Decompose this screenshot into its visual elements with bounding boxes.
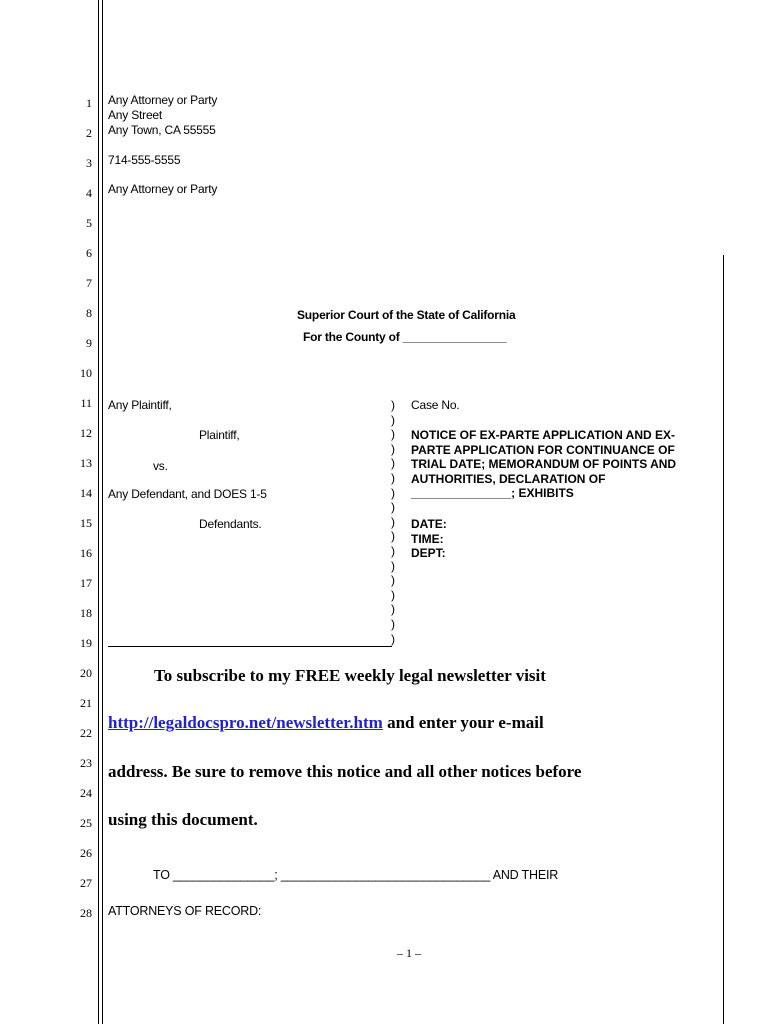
paren: ) [391, 441, 395, 456]
line-number: 14 [80, 486, 92, 500]
attorney-city: Any Town, CA 55555 [108, 123, 216, 137]
line-number: 17 [80, 576, 92, 590]
attorney-phone: 714-555-5555 [108, 153, 181, 167]
line-number: 28 [80, 906, 92, 920]
document-title-line: NOTICE OF EX-PARTE APPLICATION AND EX- [411, 428, 676, 442]
line-number: 19 [80, 636, 92, 650]
line-number: 3 [86, 156, 92, 170]
left-margin-rule-outer [98, 0, 99, 1024]
line-number: 8 [86, 306, 92, 320]
line-number: 11 [80, 396, 92, 410]
date-label: DATE: [411, 517, 447, 531]
to-parties-line: TO _______________; _______________________________ AND THEIR [153, 868, 559, 882]
paren: ) [391, 573, 395, 588]
time-label: TIME: [411, 531, 444, 546]
caption-parens [391, 398, 395, 646]
hearing-fields [411, 517, 447, 561]
paren: ) [391, 485, 395, 500]
paren: ) [391, 398, 395, 412]
attorney-street: Any Street [108, 108, 163, 122]
paren: ) [391, 587, 395, 602]
paren: ) [391, 529, 395, 544]
line-number: 16 [80, 546, 92, 560]
line-number: 12 [80, 426, 92, 440]
court-name: Superior Court of the State of California [297, 308, 516, 322]
line-number: 9 [86, 336, 92, 350]
paren: ) [391, 558, 395, 573]
paren: ) [391, 412, 395, 427]
dept-label: DEPT: [411, 546, 446, 560]
left-margin-rule-inner [102, 0, 103, 1024]
caption-bottom-rule [108, 646, 392, 647]
case-number-label: Case No. [411, 398, 460, 412]
paren: ) [391, 456, 395, 471]
line-number: 22 [80, 726, 92, 740]
attorneys-of-record: ATTORNEYS OF RECORD: [108, 904, 262, 918]
attorney-for: Any Attorney or Party [108, 182, 218, 196]
line-number: 23 [80, 756, 92, 770]
document-title-line: AUTHORITIES, DECLARATION OF [411, 471, 606, 486]
document-title-line: _______________; EXHIBITS [411, 486, 574, 500]
line-number: 4 [86, 186, 92, 200]
line-number: 1 [86, 96, 92, 110]
line-number: 24 [80, 786, 92, 800]
defendant-name: Any Defendant, and DOES 1-5 [108, 487, 267, 501]
versus-label: vs. [153, 459, 168, 473]
paren: ) [391, 616, 395, 631]
line-number: 10 [80, 366, 92, 380]
right-margin-rule [723, 255, 724, 1024]
page-number: – 1 – [397, 946, 421, 960]
notice-line-2-rest: and enter your e-mail [382, 713, 544, 732]
line-number: 26 [80, 846, 92, 860]
plaintiff-name: Any Plaintiff, [108, 398, 172, 412]
paren: ) [391, 602, 395, 617]
plaintiff-role: Plaintiff, [199, 428, 240, 442]
line-number: 6 [86, 246, 92, 260]
line-number: 13 [80, 456, 92, 470]
line-number: 21 [80, 696, 92, 710]
line-number: 15 [80, 516, 92, 530]
document-title-line: PARTE APPLICATION FOR CONTINUANCE OF [411, 442, 675, 457]
paren: ) [391, 470, 395, 485]
paren: ) [391, 543, 395, 558]
document-title [411, 428, 676, 501]
line-number: 25 [80, 816, 92, 830]
paren: ) [391, 500, 395, 515]
line-number: 7 [86, 276, 92, 290]
court-county: For the County of ________________ [303, 330, 507, 344]
attorney-name: Any Attorney or Party [108, 93, 218, 107]
notice-line-2 [108, 713, 544, 733]
line-number: 20 [80, 666, 92, 680]
paren: ) [391, 514, 395, 529]
notice-line-4: using this document. [108, 810, 258, 829]
newsletter-link[interactable]: http://legaldocspro.net/newsletter.htm [108, 713, 383, 732]
line-number: 2 [86, 126, 92, 140]
defendant-role: Defendants. [199, 517, 262, 531]
paren: ) [391, 631, 395, 646]
notice-line-3: address. Be sure to remove this notice and all other notices before [108, 762, 582, 781]
line-number: 18 [80, 606, 92, 620]
notice-line-1: To subscribe to my FREE weekly legal newsletter visit [154, 666, 546, 685]
paren: ) [391, 427, 395, 442]
document-title-line: TRIAL DATE; MEMORANDUM OF POINTS AND [411, 457, 677, 471]
line-number: 27 [80, 876, 92, 890]
line-number: 5 [86, 216, 92, 230]
